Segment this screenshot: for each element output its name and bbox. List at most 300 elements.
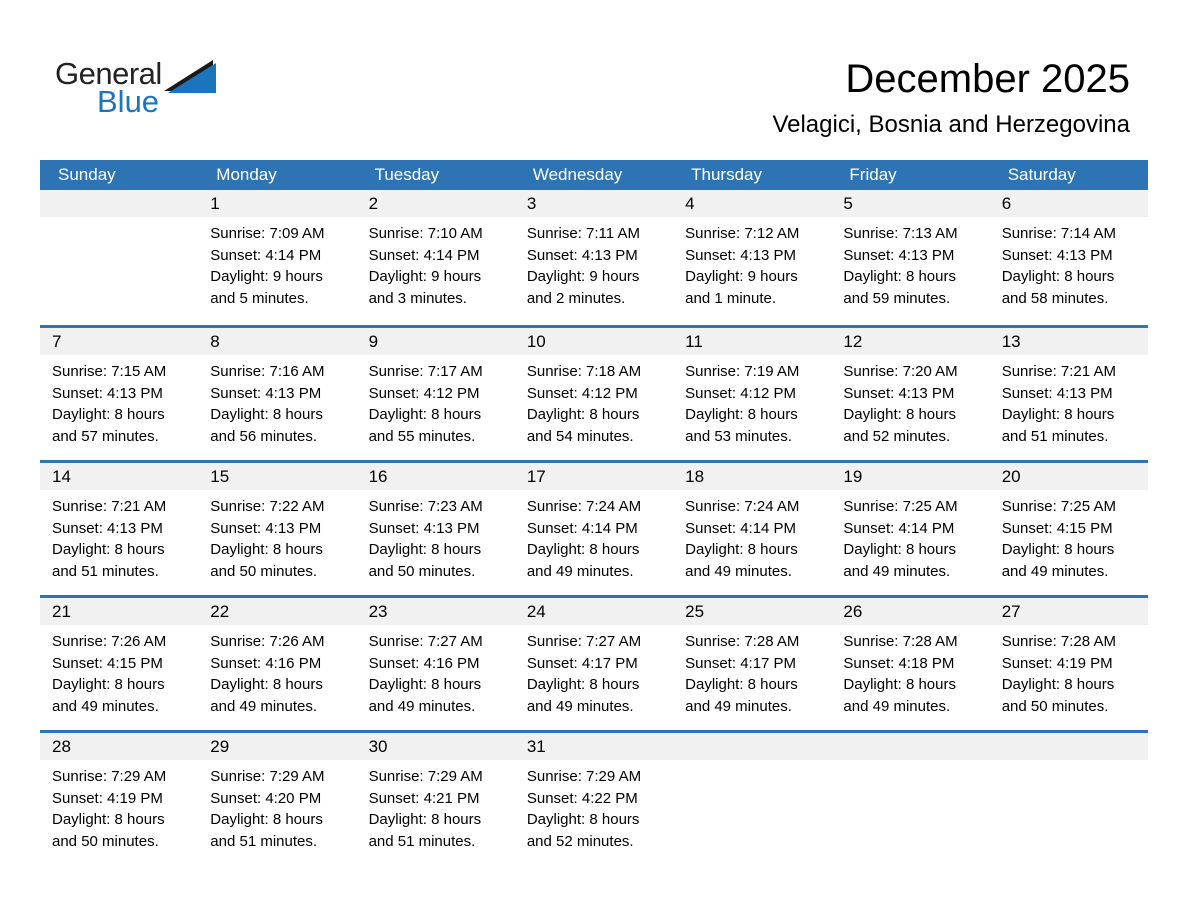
daylight-label: Daylight:	[1001, 406, 1061, 423]
sunrise-label: Sunrise:	[685, 363, 741, 380]
day-cell-empty	[673, 733, 831, 865]
sunset-value: 4:13 PM	[265, 384, 322, 402]
sunset-label: Sunset:	[210, 789, 262, 807]
sunrise-value: 7:18 AM	[586, 363, 642, 380]
daylight-line	[52, 539, 190, 582]
day-number: 4	[673, 190, 831, 217]
sunrise-label: Sunrise:	[52, 498, 108, 515]
sunrise-value: 7:20 AM	[902, 363, 958, 380]
sunset-value: 4:16 PM	[265, 654, 322, 672]
sunrise-line	[527, 361, 665, 383]
sunset-value: 4:13 PM	[107, 519, 163, 537]
sunrise-value: 7:21 AM	[111, 498, 167, 515]
daylight-value: 8 hours and 49 minutes.	[526, 676, 640, 715]
daylight-label: Daylight:	[526, 676, 586, 693]
day-cell-13	[990, 328, 1148, 460]
sunrise-line	[685, 631, 823, 653]
day-cell-5	[831, 190, 989, 325]
sunset-line	[1002, 653, 1140, 675]
sunrise-line	[369, 766, 507, 788]
sunrise-value: 7:12 AM	[744, 225, 800, 242]
sunrise-label: Sunrise:	[1001, 498, 1057, 515]
sunrise-label: Sunrise:	[52, 768, 108, 785]
day-cell-12	[831, 328, 989, 460]
logo-text-blue: Blue	[97, 84, 160, 119]
daylight-value: 8 hours and 56 minutes.	[210, 406, 323, 445]
daylight-value: 8 hours and 55 minutes.	[368, 406, 482, 445]
sunset-label: Sunset:	[368, 654, 420, 672]
day-number: 22	[198, 598, 356, 625]
daylight-value: 9 hours and 3 minutes.	[368, 268, 482, 307]
sunrise-label: Sunrise:	[1001, 633, 1057, 650]
day-number: 29	[198, 733, 356, 760]
sunrise-line	[685, 496, 823, 518]
day-number	[673, 733, 831, 760]
daylight-value: 8 hours and 50 minutes.	[210, 541, 323, 580]
sunrise-label: Sunrise:	[843, 225, 899, 242]
sunset-value: 4:14 PM	[898, 519, 955, 537]
sunrise-value: 7:22 AM	[269, 498, 325, 515]
daylight-value: 8 hours and 51 minutes.	[368, 811, 482, 850]
day-number: 30	[357, 733, 515, 760]
sunset-line	[843, 245, 981, 267]
sunset-line	[52, 788, 190, 810]
sunset-line	[1002, 383, 1140, 405]
sunset-label: Sunset:	[368, 519, 420, 537]
daylight-value: 9 hours and 2 minutes.	[526, 268, 640, 307]
daylight-label: Daylight:	[1001, 268, 1061, 285]
daylight-value: 8 hours and 51 minutes.	[52, 541, 165, 580]
day-cell-11	[673, 328, 831, 460]
day-cell-15	[198, 463, 356, 595]
sunset-label: Sunset:	[843, 519, 895, 537]
sunset-label: Sunset:	[526, 789, 578, 807]
sunrise-value: 7:29 AM	[111, 768, 167, 785]
sunrise-line	[210, 496, 348, 518]
day-cell-empty	[990, 733, 1148, 865]
sunrise-label: Sunrise:	[526, 633, 582, 650]
sunset-value: 4:13 PM	[898, 246, 955, 264]
daylight-label: Daylight:	[526, 541, 586, 558]
daylight-line	[685, 404, 823, 447]
day-number: 20	[990, 463, 1148, 490]
day-details	[515, 490, 673, 582]
sunset-line	[369, 653, 507, 675]
day-number: 2	[357, 190, 515, 217]
day-number: 19	[831, 463, 989, 490]
sunset-line	[210, 653, 348, 675]
daylight-value: 9 hours and 1 minute.	[685, 268, 798, 307]
sunrise-value: 7:29 AM	[427, 768, 483, 785]
sunrise-value: 7:25 AM	[902, 498, 958, 515]
daylight-label: Daylight:	[368, 541, 427, 558]
day-cell-31	[515, 733, 673, 865]
sunrise-label: Sunrise:	[210, 633, 266, 650]
sunset-value: 4:12 PM	[423, 384, 480, 402]
day-cell-21	[40, 598, 198, 730]
daylight-line	[52, 404, 190, 447]
day-cell-24	[515, 598, 673, 730]
sunrise-label: Sunrise:	[685, 633, 741, 650]
sunset-line	[369, 383, 507, 405]
weekday-tuesday: Tuesday	[374, 165, 440, 184]
sunset-label: Sunset:	[843, 246, 895, 264]
daylight-value: 8 hours and 57 minutes.	[52, 406, 165, 445]
day-details	[198, 355, 356, 447]
sunset-value: 4:13 PM	[581, 246, 638, 264]
sunrise-line	[527, 496, 665, 518]
daylight-value: 8 hours and 50 minutes.	[1001, 676, 1115, 715]
day-cell-empty	[831, 733, 989, 865]
sunrise-line	[210, 631, 348, 653]
daylight-line	[843, 539, 981, 582]
daylight-value: 8 hours and 59 minutes.	[843, 268, 956, 307]
sunrise-label: Sunrise:	[526, 768, 582, 785]
daylight-value: 8 hours and 49 minutes.	[210, 676, 323, 715]
day-number: 23	[357, 598, 515, 625]
sunrise-line	[685, 223, 823, 245]
sunrise-value: 7:28 AM	[902, 633, 958, 650]
sunset-line	[1002, 518, 1140, 540]
sunset-line	[210, 788, 348, 810]
sunset-value: 4:13 PM	[107, 384, 163, 402]
day-cell-empty	[40, 190, 198, 325]
sunset-label: Sunset:	[526, 519, 578, 537]
day-number: 17	[515, 463, 673, 490]
sunset-value: 4:12 PM	[581, 384, 638, 402]
sunrise-line	[1002, 361, 1140, 383]
sunset-line	[843, 653, 981, 675]
daylight-label: Daylight:	[210, 811, 269, 828]
daylight-value: 8 hours and 49 minutes.	[685, 541, 798, 580]
sunset-value: 4:13 PM	[265, 519, 322, 537]
sunrise-line	[1002, 496, 1140, 518]
day-cell-29	[198, 733, 356, 865]
daylight-value: 9 hours and 5 minutes.	[210, 268, 323, 307]
sunset-value: 4:19 PM	[1056, 654, 1113, 672]
day-cell-23	[357, 598, 515, 730]
daylight-value: 8 hours and 49 minutes.	[843, 676, 956, 715]
daylight-value: 8 hours and 49 minutes.	[1001, 541, 1115, 580]
day-number: 10	[515, 328, 673, 355]
sunset-line	[210, 245, 348, 267]
day-details	[831, 625, 989, 717]
day-cell-19	[831, 463, 989, 595]
day-number: 28	[40, 733, 198, 760]
daylight-label: Daylight:	[843, 268, 902, 285]
sunrise-value: 7:28 AM	[1060, 633, 1116, 650]
sunset-line	[843, 518, 981, 540]
day-number: 9	[357, 328, 515, 355]
sunset-value: 4:13 PM	[423, 519, 480, 537]
sunrise-label: Sunrise:	[368, 633, 424, 650]
sunset-value: 4:15 PM	[107, 654, 163, 672]
sunrise-line	[369, 361, 507, 383]
day-number: 15	[198, 463, 356, 490]
logo-text-general: General	[55, 56, 162, 91]
day-details	[198, 625, 356, 717]
daylight-line	[369, 809, 507, 852]
day-number: 18	[673, 463, 831, 490]
day-cell-1	[198, 190, 356, 325]
day-details	[357, 760, 515, 852]
sunset-value: 4:15 PM	[1056, 519, 1113, 537]
sunrise-line	[527, 631, 665, 653]
sunset-line	[685, 383, 823, 405]
day-details	[831, 355, 989, 447]
sunset-line	[210, 518, 348, 540]
sunrise-line	[1002, 631, 1140, 653]
sunset-line	[685, 653, 823, 675]
daylight-line	[210, 809, 348, 852]
sunset-value: 4:17 PM	[740, 654, 797, 672]
day-details	[990, 490, 1148, 582]
sunrise-line	[210, 361, 348, 383]
daylight-line	[1002, 266, 1140, 309]
day-details	[40, 490, 198, 582]
daylight-label: Daylight:	[685, 541, 744, 558]
day-details	[673, 217, 831, 309]
sunset-label: Sunset:	[685, 519, 737, 537]
daylight-line	[1002, 674, 1140, 717]
day-details	[990, 625, 1148, 717]
sunrise-value: 7:15 AM	[111, 363, 167, 380]
daylight-label: Daylight:	[1001, 676, 1061, 693]
day-details	[831, 490, 989, 582]
day-number: 16	[357, 463, 515, 490]
sunset-value: 4:17 PM	[581, 654, 638, 672]
sunset-value: 4:13 PM	[1056, 384, 1113, 402]
sunrise-line	[369, 223, 507, 245]
daylight-value: 8 hours and 50 minutes.	[368, 541, 482, 580]
sunrise-value: 7:29 AM	[586, 768, 642, 785]
sunset-line	[685, 245, 823, 267]
daylight-value: 8 hours and 53 minutes.	[685, 406, 798, 445]
daylight-line	[527, 404, 665, 447]
weekday-saturday: Saturday	[1007, 165, 1076, 184]
sunrise-label: Sunrise:	[210, 363, 266, 380]
sunset-label: Sunset:	[52, 519, 103, 537]
daylight-value: 8 hours and 49 minutes.	[368, 676, 482, 715]
daylight-line	[369, 539, 507, 582]
daylight-label: Daylight:	[685, 676, 744, 693]
sunrise-line	[52, 361, 190, 383]
sunrise-line	[843, 496, 981, 518]
daylight-label: Daylight:	[210, 541, 269, 558]
sunrise-value: 7:24 AM	[744, 498, 800, 515]
sunset-label: Sunset:	[52, 384, 103, 402]
sunset-line	[210, 383, 348, 405]
daylight-value: 8 hours and 52 minutes.	[843, 406, 956, 445]
sunset-line	[527, 245, 665, 267]
sunrise-label: Sunrise:	[52, 363, 108, 380]
week-row-2	[40, 325, 1148, 460]
weekday-monday: Monday	[216, 165, 277, 184]
day-number	[40, 190, 198, 217]
sunset-line	[527, 383, 665, 405]
daylight-line	[527, 539, 665, 582]
daylight-label: Daylight:	[526, 406, 586, 423]
day-details	[40, 625, 198, 717]
sunset-label: Sunset:	[368, 246, 420, 264]
daylight-value: 8 hours and 49 minutes.	[52, 676, 165, 715]
sunrise-line	[527, 766, 665, 788]
sunrise-label: Sunrise:	[368, 768, 424, 785]
weekday-sunday: Sunday	[58, 165, 116, 184]
sunset-value: 4:21 PM	[423, 789, 480, 807]
sunset-value: 4:18 PM	[898, 654, 955, 672]
sunrise-label: Sunrise:	[52, 633, 108, 650]
daylight-line	[210, 674, 348, 717]
sunset-label: Sunset:	[843, 654, 895, 672]
sunset-label: Sunset:	[526, 384, 578, 402]
sunrise-line	[369, 631, 507, 653]
day-details	[40, 355, 198, 447]
sunrise-label: Sunrise:	[1001, 225, 1057, 242]
daylight-line	[210, 404, 348, 447]
sunset-label: Sunset:	[526, 246, 578, 264]
sunset-value: 4:19 PM	[107, 789, 163, 807]
sunrise-value: 7:19 AM	[744, 363, 800, 380]
daylight-line	[369, 266, 507, 309]
daylight-value: 8 hours and 49 minutes.	[843, 541, 956, 580]
day-cell-16	[357, 463, 515, 595]
sunrise-value: 7:27 AM	[427, 633, 483, 650]
day-cell-3	[515, 190, 673, 325]
daylight-label: Daylight:	[843, 541, 902, 558]
sunrise-value: 7:10 AM	[427, 225, 483, 242]
sunrise-value: 7:26 AM	[269, 633, 325, 650]
sunset-line	[1002, 245, 1140, 267]
daylight-line	[843, 404, 981, 447]
day-details	[990, 217, 1148, 309]
day-number: 7	[40, 328, 198, 355]
daylight-line	[210, 539, 348, 582]
daylight-line	[685, 266, 823, 309]
day-details	[673, 355, 831, 447]
daylight-label: Daylight:	[526, 811, 586, 828]
sunset-value: 4:13 PM	[740, 246, 797, 264]
sunset-label: Sunset:	[843, 384, 895, 402]
sunset-line	[527, 653, 665, 675]
daylight-label: Daylight:	[210, 268, 269, 285]
daylight-line	[527, 266, 665, 309]
daylight-label: Daylight:	[843, 406, 902, 423]
sunset-value: 4:13 PM	[898, 384, 955, 402]
sunrise-value: 7:21 AM	[1060, 363, 1116, 380]
sunrise-label: Sunrise:	[685, 225, 741, 242]
sunrise-line	[843, 223, 981, 245]
daylight-line	[685, 539, 823, 582]
day-cell-10	[515, 328, 673, 460]
daylight-line	[527, 674, 665, 717]
page-title: December 2025	[845, 57, 1130, 101]
sunrise-value: 7:24 AM	[586, 498, 642, 515]
day-number: 27	[990, 598, 1148, 625]
sunrise-label: Sunrise:	[210, 225, 266, 242]
sunrise-line	[210, 766, 348, 788]
sunrise-line	[52, 631, 190, 653]
sunset-value: 4:14 PM	[265, 246, 322, 264]
week-row-5	[40, 730, 1148, 865]
day-details	[357, 355, 515, 447]
day-cell-28	[40, 733, 198, 865]
sunrise-label: Sunrise:	[210, 498, 266, 515]
daylight-label: Daylight:	[210, 676, 269, 693]
day-details	[40, 760, 198, 852]
day-cell-22	[198, 598, 356, 730]
daylight-label: Daylight:	[52, 676, 111, 693]
day-cell-4	[673, 190, 831, 325]
day-details	[515, 355, 673, 447]
sunset-line	[52, 383, 190, 405]
sunset-label: Sunset:	[1001, 384, 1053, 402]
daylight-label: Daylight:	[368, 811, 427, 828]
sunrise-value: 7:13 AM	[902, 225, 958, 242]
day-number: 3	[515, 190, 673, 217]
day-cell-26	[831, 598, 989, 730]
weekday-thursday: Thursday	[691, 165, 763, 184]
sunset-label: Sunset:	[210, 246, 262, 264]
day-number	[831, 733, 989, 760]
daylight-line	[685, 674, 823, 717]
sunset-label: Sunset:	[210, 654, 262, 672]
sunrise-line	[843, 631, 981, 653]
daylight-value: 8 hours and 51 minutes.	[210, 811, 323, 850]
daylight-line	[52, 674, 190, 717]
sunset-line	[52, 518, 190, 540]
day-number	[990, 733, 1148, 760]
sunset-label: Sunset:	[210, 519, 262, 537]
daylight-line	[52, 809, 190, 852]
daylight-value: 8 hours and 51 minutes.	[1001, 406, 1115, 445]
sunrise-value: 7:26 AM	[111, 633, 167, 650]
daylight-line	[369, 674, 507, 717]
day-cell-30	[357, 733, 515, 865]
calendar-weeks	[40, 190, 1148, 865]
sunset-label: Sunset:	[685, 384, 737, 402]
daylight-label: Daylight:	[1001, 541, 1061, 558]
sunset-line	[369, 245, 507, 267]
day-details	[198, 490, 356, 582]
sunrise-value: 7:17 AM	[427, 363, 483, 380]
day-cell-14	[40, 463, 198, 595]
day-details	[673, 625, 831, 717]
daylight-value: 8 hours and 54 minutes.	[526, 406, 640, 445]
sunset-line	[369, 788, 507, 810]
sunrise-value: 7:23 AM	[427, 498, 483, 515]
day-cell-17	[515, 463, 673, 595]
day-cell-27	[990, 598, 1148, 730]
logo-triangle-icon	[164, 60, 216, 94]
sunrise-label: Sunrise:	[526, 363, 582, 380]
sunrise-line	[843, 361, 981, 383]
day-number: 31	[515, 733, 673, 760]
sunrise-label: Sunrise:	[368, 363, 424, 380]
sunset-value: 4:12 PM	[740, 384, 797, 402]
header-titles	[772, 57, 1130, 139]
daylight-value: 8 hours and 52 minutes.	[526, 811, 640, 850]
sunrise-label: Sunrise:	[526, 498, 582, 515]
daylight-label: Daylight:	[52, 406, 111, 423]
sunset-label: Sunset:	[368, 384, 420, 402]
daylight-line	[369, 404, 507, 447]
week-row-1	[40, 190, 1148, 325]
sunrise-label: Sunrise:	[210, 768, 266, 785]
daylight-label: Daylight:	[52, 811, 111, 828]
day-cell-18	[673, 463, 831, 595]
day-cell-20	[990, 463, 1148, 595]
